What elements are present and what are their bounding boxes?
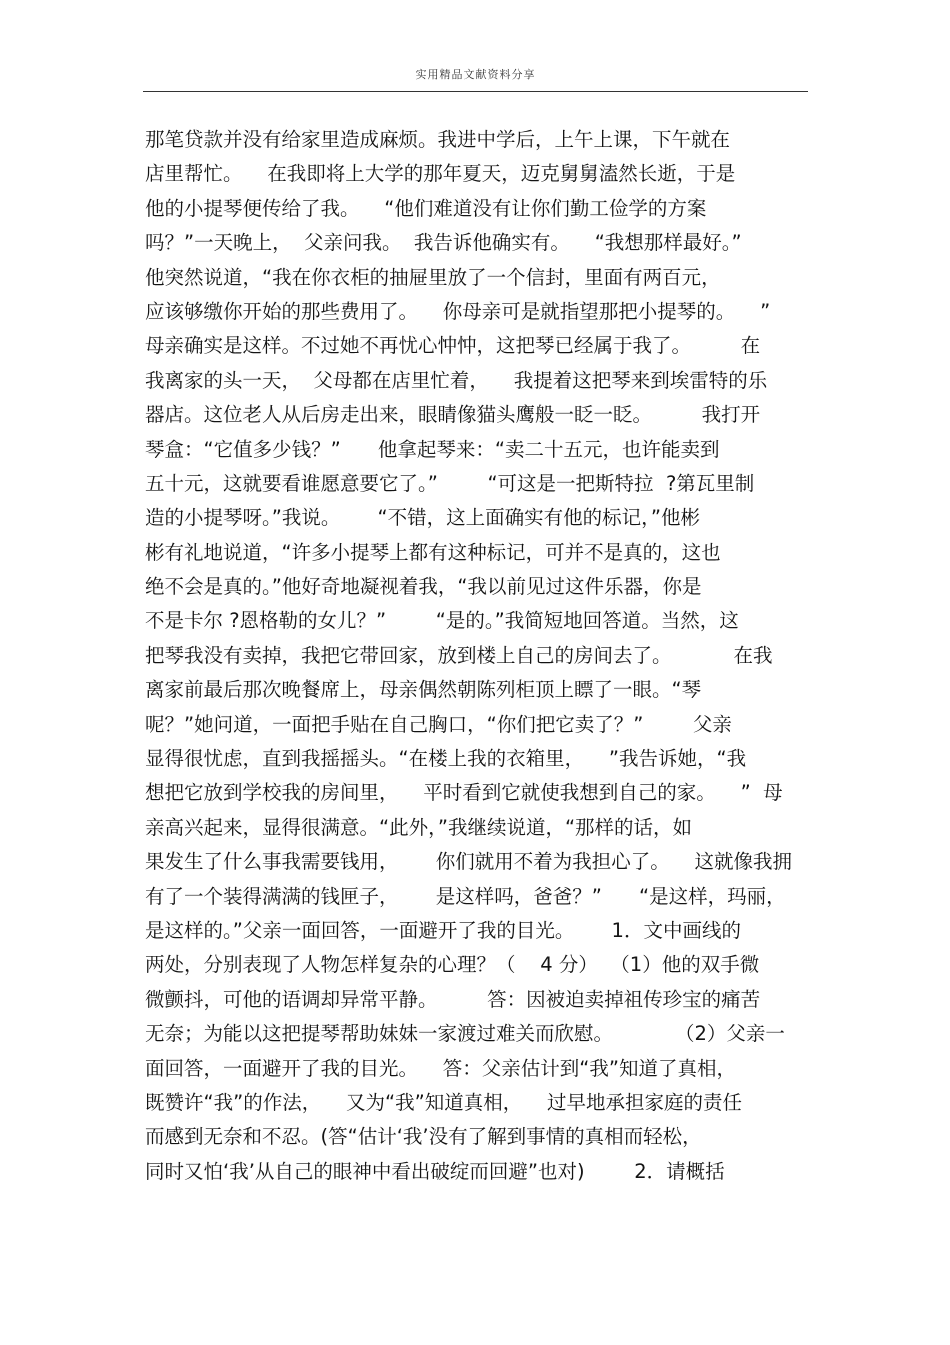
text-line: 他的小提琴便传给了我。 “他们难道没有让你们勤工俭学的方案 xyxy=(145,196,707,220)
text-line: 器店。这位老人从后房走出来，眼睛像猫头鹰般一眨一眨。 我打开 xyxy=(145,403,761,427)
text-line: 同时又怕‘我’从自己的眼神中看出破绽而回避”也对) 2．请概括 xyxy=(145,1159,725,1183)
text-line: 琴盒：“它值多少钱？” 他拿起琴来：“卖二十五元，也许能卖到 xyxy=(145,437,720,461)
text-line: 把琴我没有卖掉，我把它带回家，放到楼上自己的房间去了。 在我 xyxy=(145,643,773,667)
text-line: 呢？”她问道，一面把手贴在自己胸口，“你们把它卖了？” 父亲 xyxy=(145,712,732,736)
text-line: 五十元，这就要看谁愿意要它了。” “可这是一把斯特拉 ?第瓦里制 xyxy=(145,471,755,495)
text-line: 果发生了什么事我需要钱用， 你们就用不着为我担心了。 这就像我拥 xyxy=(145,850,792,874)
text-line: 显得很忧虑，直到我摇摇头。“在楼上我的衣箱里， ”我告诉她，“我 xyxy=(145,747,747,771)
text-line: 既赞许“我”的作法， 又为“我”知道真相， 过早地承担家庭的责任 xyxy=(145,1090,742,1114)
page-header: 实用精品文献资料分享 xyxy=(415,68,536,81)
text-line: 想把它放到学校我的房间里， 平时看到它就使我想到自己的家。 ” 母 xyxy=(145,781,783,805)
text-line: 不是卡尔 ?恩格勒的女儿？” “是的。”我简短地回答道。当然，这 xyxy=(145,609,739,633)
text-line: 无奈；为能以这把提琴帮助妹妹一家渡过难关而欣慰。 （2）父亲一 xyxy=(145,1022,785,1046)
text-line: 离家前最后那次晚餐席上，母亲偶然朝陈列柜顶上瞟了一眼。“琴 xyxy=(145,678,702,702)
text-line: 是这样的。”父亲一面回答，一面避开了我的目光。 1．文中画线的 xyxy=(145,918,741,942)
text-line: 我离家的头一天， 父母都在店里忙着， 我提着这把琴来到埃雷特的乐 xyxy=(145,368,768,392)
text-line: 应该够缴你开始的那些费用了。 你母亲可是就指望那把小提琴的。 ” xyxy=(145,299,771,323)
text-line: 绝不会是真的。”他好奇地凝视着我，“我以前见过这件乐器，你是 xyxy=(145,575,702,599)
text-line: 那笔贷款并没有给家里造成麻烦。我进中学后，上午上课，下午就在 xyxy=(145,128,731,151)
text-line: 而感到无奈和不忍。(答“估计‘我’没有了解到事情的真相而轻松， xyxy=(145,1125,702,1149)
text-line: 造的小提琴呀。”我说。 “不错，这上面确实有他的标记，”他彬 xyxy=(145,506,700,530)
text-line: 有了一个装得满满的钱匣子， 是这样吗，爸爸？” “是这样，玛丽， xyxy=(145,884,786,908)
text-line: 吗？”一天晚上， 父亲问我。 我告诉他确实有。 “我想那样最好。” xyxy=(145,231,742,255)
text-line: 母亲确实是这样。不过她不再忧心忡忡，这把琴已经属于我了。 在 xyxy=(145,334,761,358)
text-line: 彬有礼地说道，“许多小提琴上都有这种标记，可并不是真的，这也 xyxy=(145,540,721,564)
text-line: 面回答，一面避开了我的目光。 答：父亲估计到“我”知道了真相， xyxy=(145,1056,736,1080)
header-divider xyxy=(143,91,808,92)
text-line: 店里帮忙。 在我即将上大学的那年夏天，迈克舅舅溘然长逝，于是 xyxy=(145,162,736,186)
text-line: 亲高兴起来，显得很满意。“此外，”我继续说道，“那样的话，如 xyxy=(145,815,693,839)
text-line: 两处，分别表现了人物怎样复杂的心理？（ 4 分） （1）他的双手微 xyxy=(145,953,760,977)
text-line: 微颤抖，可他的语调却异常平静。 答：因被迫卖掉祖传珍宝的痛苦 xyxy=(145,987,761,1011)
text-line: 他突然说道，“我在你衣柜的抽屉里放了一个信封，里面有两百元， xyxy=(145,265,721,289)
document-body xyxy=(145,123,815,1189)
